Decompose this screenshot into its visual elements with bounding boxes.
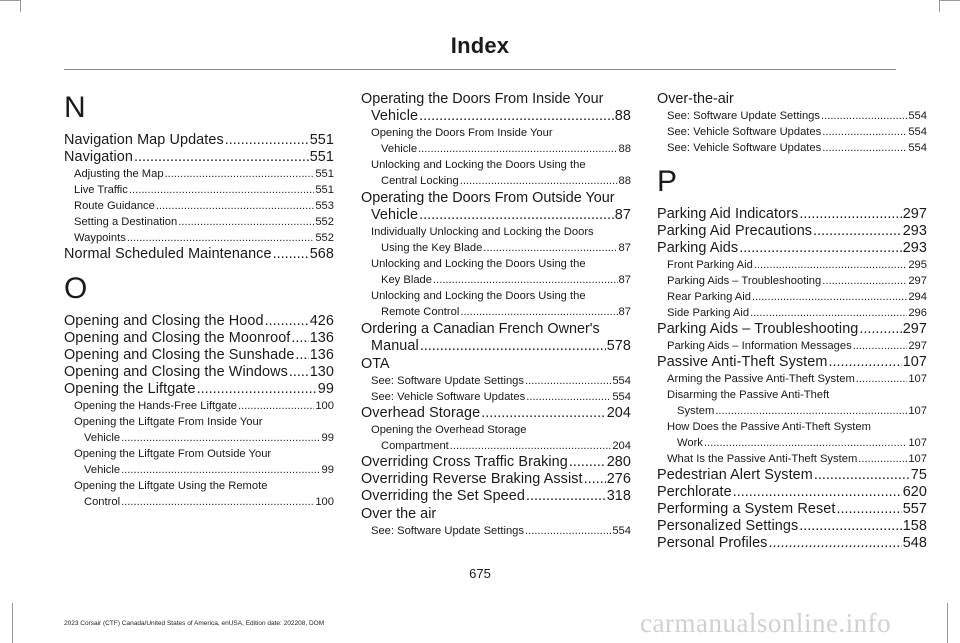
crop-mark-top-left: [0, 0, 20, 1]
index-subentry-multiline[interactable]: Opening the Liftgate From Outside Your Vehicle ..... 99: [64, 446, 334, 478]
index-entry[interactable]: Pedestrian Alert System ..... 75: [657, 467, 927, 484]
crop-mark-top-right-vertical: [939, 0, 940, 12]
index-subentry-multiline[interactable]: Unlocking and Locking the Doors Using the Remote Control ..... 87: [361, 288, 631, 320]
index-entry[interactable]: Passive Anti-Theft System ..... 107: [657, 354, 927, 371]
index-subentry[interactable]: Adjusting the Map ..... 551: [64, 166, 334, 182]
index-subentry-multiline[interactable]: How Does the Passive Anti-Theft System Work ..... 107: [657, 419, 927, 451]
footer-edition-text: 2023 Corsair (CTF) Canada/United States of America, enUSA, Edition date: 202208, DOM: [64, 620, 325, 627]
index-entry[interactable]: Opening and Closing the Moonroof ..... 136: [64, 330, 334, 347]
index-subentry[interactable]: See: Software Update Settings ..... 554: [361, 523, 631, 539]
index-entry[interactable]: Over the air: [361, 506, 437, 522]
index-subentry-multiline[interactable]: Opening the Liftgate From Inside Your Vehicle ..... 99: [64, 414, 334, 446]
index-entry[interactable]: Opening and Closing the Windows ..... 130: [64, 364, 334, 381]
index-entry[interactable]: Navigation Map Updates ..... 551: [64, 132, 334, 149]
index-subentry[interactable]: See: Vehicle Software Updates ..... 554: [657, 124, 927, 140]
index-subentry[interactable]: See: Vehicle Software Updates ..... 554: [657, 140, 927, 156]
index-entry[interactable]: Personalized Settings ..... 158: [657, 518, 927, 535]
index-entry[interactable]: OTA: [361, 356, 390, 372]
title-divider: [64, 69, 896, 70]
index-column-3: [657, 90, 927, 552]
index-entry[interactable]: Overriding Reverse Braking Assist ..... 276: [361, 471, 631, 488]
index-subentry-multiline[interactable]: Opening the Doors From Inside Your Vehicle ..... 88: [361, 125, 631, 157]
index-entry[interactable]: Opening and Closing the Sunshade ..... 136: [64, 347, 334, 364]
index-subentry[interactable]: Rear Parking Aid ..... 294: [657, 289, 927, 305]
index-subentry[interactable]: See: Vehicle Software Updates ..... 554: [361, 389, 631, 405]
index-entry[interactable]: Opening the Liftgate ..... 99: [64, 381, 334, 398]
index-entry[interactable]: Navigation ..... 551: [64, 149, 334, 166]
index-subentry[interactable]: Parking Aids – Information Messages ..... 297: [657, 338, 927, 354]
index-subentry-multiline[interactable]: Disarming the Passive Anti-Theft System ..... 107: [657, 387, 927, 419]
index-subentry-multiline[interactable]: Unlocking and Locking the Doors Using the Central Locking ..... 88: [361, 157, 631, 189]
index-subentry[interactable]: Route Guidance ..... 553: [64, 198, 334, 214]
crop-mark-top-left-vertical: [20, 0, 21, 12]
index-entry[interactable]: Opening and Closing the Hood ..... 426: [64, 313, 334, 330]
index-entry[interactable]: Performing a System Reset ..... 557: [657, 501, 927, 518]
index-subentry[interactable]: See: Software Update Settings ..... 554: [361, 373, 631, 389]
page-number: 675: [469, 566, 491, 581]
index-subentry-multiline[interactable]: Opening the Overhead Storage Compartment ..... 204: [361, 422, 631, 454]
index-subentry[interactable]: Front Parking Aid ..... 295: [657, 257, 927, 273]
section-letter-n: N: [64, 91, 86, 124]
index-entry[interactable]: Overhead Storage ..... 204: [361, 405, 631, 422]
index-subentry-multiline[interactable]: Individually Unlocking and Locking the Doors Using the Key Blade ..... 87: [361, 224, 631, 256]
watermark: carmanualsonline.info: [640, 608, 892, 638]
index-subentry[interactable]: See: Software Update Settings ..... 554: [657, 108, 927, 124]
index-entry[interactable]: Over-the-air: [657, 91, 734, 107]
index-entry[interactable]: Normal Scheduled Maintenance ..... 568: [64, 246, 334, 263]
index-column-1: [64, 90, 334, 510]
index-entry-multiline[interactable]: Ordering a Canadian French Owner's Manual ..... 578: [361, 320, 631, 355]
index-entry[interactable]: Perchlorate ..... 620: [657, 484, 927, 501]
index-subentry[interactable]: Arming the Passive Anti-Theft System ..... 107: [657, 371, 927, 387]
crop-mark-bottom-left: [12, 603, 13, 643]
index-entry[interactable]: Personal Profiles ..... 548: [657, 535, 927, 552]
index-column-2: [361, 90, 631, 539]
index-subentry[interactable]: Waypoints ..... 552: [64, 230, 334, 246]
index-entry-multiline[interactable]: Operating the Doors From Outside Your Vehicle ..... 87: [361, 189, 631, 224]
index-entry[interactable]: Overriding Cross Traffic Braking ..... 280: [361, 454, 631, 471]
page-title: Index: [450, 33, 510, 58]
index-subentry[interactable]: Side Parking Aid ..... 296: [657, 305, 927, 321]
section-letter-p: P: [657, 165, 678, 198]
index-subentry[interactable]: Opening the Hands-Free Liftgate ..... 100: [64, 398, 334, 414]
index-subentry[interactable]: Setting a Destination ..... 552: [64, 214, 334, 230]
index-entry-multiline[interactable]: Operating the Doors From Inside Your Vehicle ..... 88: [361, 90, 631, 125]
index-subentry[interactable]: What Is the Passive Anti-Theft System ..... 107: [657, 451, 927, 467]
index-entry[interactable]: Parking Aid Precautions ..... 293: [657, 223, 927, 240]
index-entry[interactable]: Parking Aids ..... 293: [657, 240, 927, 257]
index-subentry[interactable]: Live Traffic ..... 551: [64, 182, 334, 198]
crop-mark-top-right: [940, 0, 960, 1]
index-entry[interactable]: Parking Aid Indicators ..... 297: [657, 206, 927, 223]
section-letter-o: O: [64, 272, 88, 305]
index-subentry[interactable]: Parking Aids – Troubleshooting ..... 297: [657, 273, 927, 289]
index-entry[interactable]: Parking Aids – Troubleshooting ..... 297: [657, 321, 927, 338]
index-entry[interactable]: Overriding the Set Speed ..... 318: [361, 488, 631, 505]
index-subentry-multiline[interactable]: Opening the Liftgate Using the Remote Control ..... 100: [64, 478, 334, 510]
index-subentry-multiline[interactable]: Unlocking and Locking the Doors Using the Key Blade ..... 87: [361, 256, 631, 288]
